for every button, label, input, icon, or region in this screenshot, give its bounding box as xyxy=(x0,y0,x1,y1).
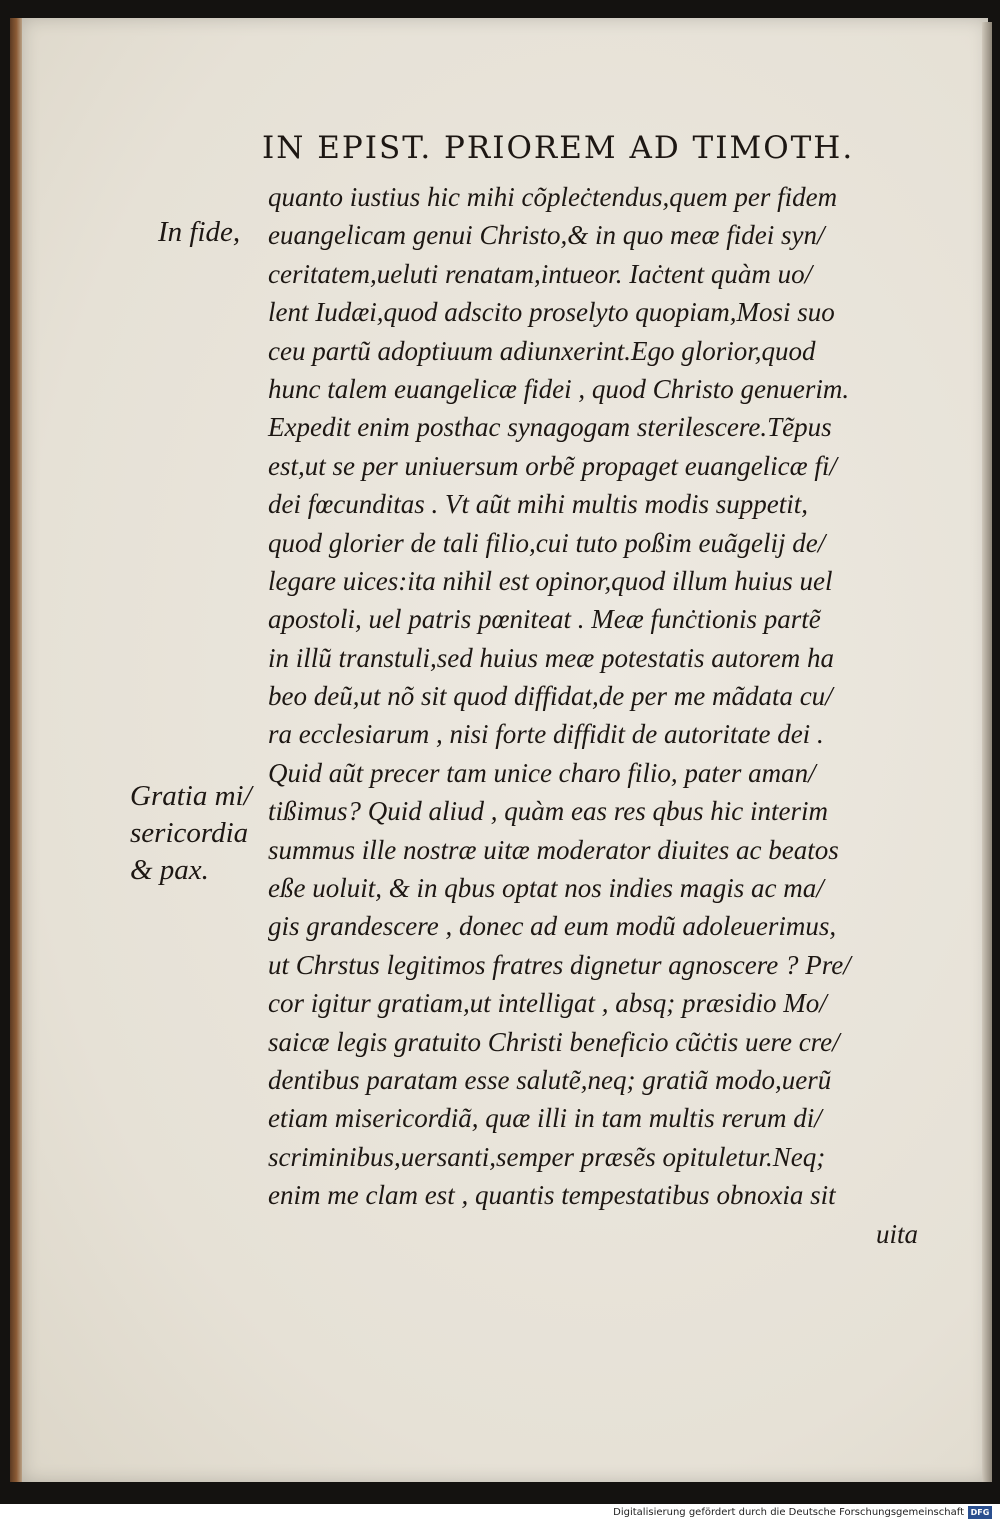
text-line: dei fœcunditas . Vt aũt mihi multis modis suppetit, xyxy=(268,489,808,520)
marginal-note-line: In fide, xyxy=(158,216,241,248)
text-line: tißimus? Quid aliud , quàm eas res qbus hic interim xyxy=(268,796,828,827)
text-line: est,ut se per uniuersum orbẽ propaget euangelicæ fi/ xyxy=(268,450,837,481)
text-line: etiam misericordiã, quæ illi in tam multis rerum di/ xyxy=(268,1103,822,1134)
text-line: beo deũ,ut nõ sit quod diffidat,de per me mãdata cu/ xyxy=(268,681,833,712)
funding-credit: Digitalisierung gefördert durch die Deutsche Forschungsgemeinschaft xyxy=(613,1507,964,1518)
marginal-note-in-fide xyxy=(158,214,240,251)
text-line: gis grandescere , donec ad eum modũ adoleuerimus, xyxy=(268,911,837,942)
text-line: ut Chrstus legitimos fratres dignetur agnoscere ? Pre/ xyxy=(268,949,851,980)
catchword: uita xyxy=(875,1218,918,1249)
text-line: cor igitur gratiam,ut intelligat , absq; præsidio Mo/ xyxy=(268,988,827,1019)
text-line: summus ille nostræ uitæ moderator diuites ac beatos xyxy=(268,834,839,865)
dfg-logo-icon: DFG xyxy=(968,1506,992,1519)
text-line: Quid aũt precer tam unice charo filio, pater aman/ xyxy=(268,757,816,788)
text-line: dentibus paratam esse salutẽ,neq; gratiã modo,uerũ xyxy=(268,1064,832,1095)
text-line: enim me clam est , quantis tempestatibus obnoxia sit xyxy=(268,1180,836,1211)
text-line: ceritatem,ueluti renatam,intueor. Iaċtent quàm uo/ xyxy=(268,258,813,289)
text-line: ceu partũ adoptiuum adiunxerint.Ego glorior,quod xyxy=(268,335,816,366)
marginal-note-line: Gratia mi/ xyxy=(130,780,252,812)
page-fore-edge xyxy=(982,22,992,1482)
text-line: lent Iudæi,quod adscito proselyto quopiam,Mosi suo xyxy=(268,297,835,328)
text-line: Expedit enim posthac synagogam sterilescere.Tẽpus xyxy=(268,412,832,443)
main-text-block xyxy=(268,178,928,1253)
text-line: eße uoluit, & in qbus optat nos indies magis ac ma/ xyxy=(268,873,824,904)
text-line: quod glorier de tali filio,cui tuto poßim euãgelij de/ xyxy=(268,527,826,558)
text-line: saicæ legis gratuito Christi beneficio cũċtis uere cre/ xyxy=(268,1026,840,1057)
text-line: hunc talem euangelicæ fidei , quod Christo genuerim. xyxy=(268,373,850,404)
text-line: apostoli, uel patris pœniteat . Meæ funċtionis partẽ xyxy=(268,604,821,635)
text-line: euangelicam genui Christo,& in quo meæ fidei syn/ xyxy=(268,220,825,251)
text-line: ra ecclesiarum , nisi forte diffidit de autoritate dei . xyxy=(268,719,824,750)
text-line: quanto iustius hic mihi cõpleċtendus,quem per fidem xyxy=(268,182,838,212)
marginal-note-gratia xyxy=(130,778,252,889)
running-head: IN EPIST. PRIOREM AD TIMOTH. xyxy=(262,130,855,166)
text-line: scriminibus,uersanti,semper præsẽs opituletur.Neq; xyxy=(268,1141,826,1172)
text-line: legare uices:ita nihil est opinor,quod illum huius uel xyxy=(268,565,833,596)
text-line: in illũ transtuli,sed huius meæ potestatis autorem ha xyxy=(268,642,835,673)
marginal-note-line: sericordia xyxy=(130,817,249,849)
marginal-note-line: & pax. xyxy=(130,854,209,886)
